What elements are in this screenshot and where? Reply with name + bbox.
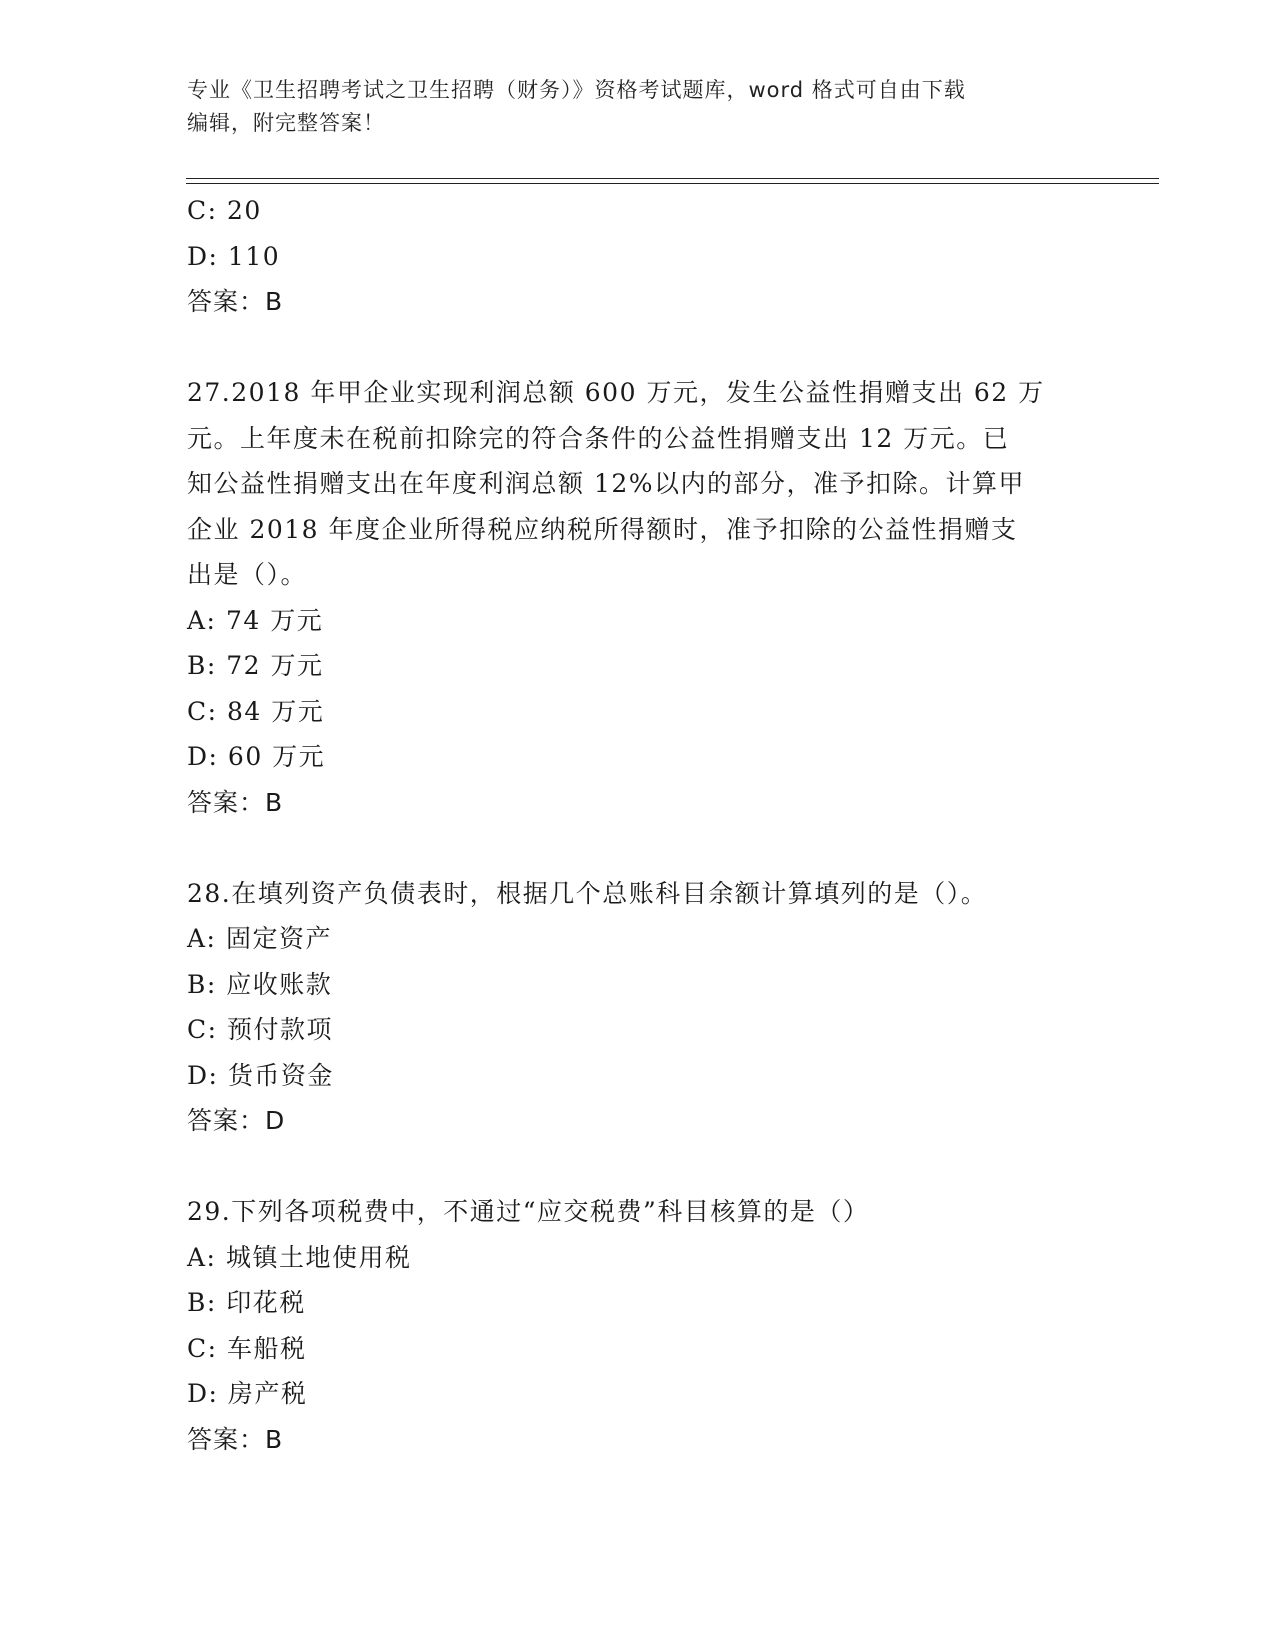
option-c: C: 20 (187, 196, 262, 225)
spacer (187, 825, 1087, 871)
option-b: B: 印花税 (187, 1288, 306, 1317)
spacer (187, 325, 1087, 371)
option-c: C: 车船税 (187, 1333, 307, 1363)
spacer (187, 1144, 1087, 1190)
question-27 (187, 370, 1087, 825)
question-stem-line: 29.下列各项税费中，不通过“应交税费”科目核算的是（） (187, 1197, 870, 1226)
answer: 答案：B (187, 787, 284, 817)
answer: 答案：D (187, 1106, 286, 1135)
question-stem-line: 知公益性捐赠支出在年度利润总额 12%以内的部分，准予扣除。计算甲 (187, 469, 1026, 498)
option-d: D: 货币资金 (187, 1060, 334, 1090)
answer: 答案：B (187, 287, 284, 316)
header-line-2: 编辑，附完整答案！ (187, 111, 385, 135)
question-stem-line: 企业 2018 年度企业所得税应纳税所得额时，准予扣除的公益性捐赠支 (187, 514, 1018, 544)
question-28 (187, 871, 1087, 1144)
option-b: B: 72 万元 (187, 651, 324, 680)
option-d: D: 房产税 (187, 1379, 308, 1408)
option-b: B: 应收账款 (187, 969, 333, 999)
header-line-1: 专业《卫生招聘考试之卫生招聘（财务）》资格考试题库，word 格式可自由下载 (187, 78, 966, 102)
prev-question (187, 188, 1087, 325)
question-29 (187, 1189, 1087, 1462)
option-a: A: 74 万元 (187, 605, 324, 635)
option-d: D: 110 (187, 241, 281, 271)
option-a: A: 城镇土地使用税 (187, 1242, 412, 1272)
question-stem-line: 28.在填列资产负债表时，根据几个总账科目余额计算填列的是（）。 (187, 878, 988, 908)
option-d: D: 60 万元 (187, 742, 326, 771)
header-divider-top (186, 178, 1159, 179)
question-stem-line: 27.2018 年甲企业实现利润总额 600 万元，发生公益性捐赠支出 62 万 (187, 378, 1045, 407)
document-header (187, 74, 1087, 140)
answer: 答案：B (187, 1424, 284, 1454)
question-stem-line: 元。上年度未在税前扣除完的符合条件的公益性捐赠支出 12 万元。已 (187, 423, 1010, 453)
option-a: A: 固定资产 (187, 924, 332, 953)
question-stem-line: 出是（）。 (187, 560, 308, 589)
question-list (187, 188, 1087, 1462)
option-c: C: 预付款项 (187, 1015, 334, 1044)
option-c: C: 84 万元 (187, 696, 325, 726)
header-divider-bottom (186, 183, 1159, 184)
